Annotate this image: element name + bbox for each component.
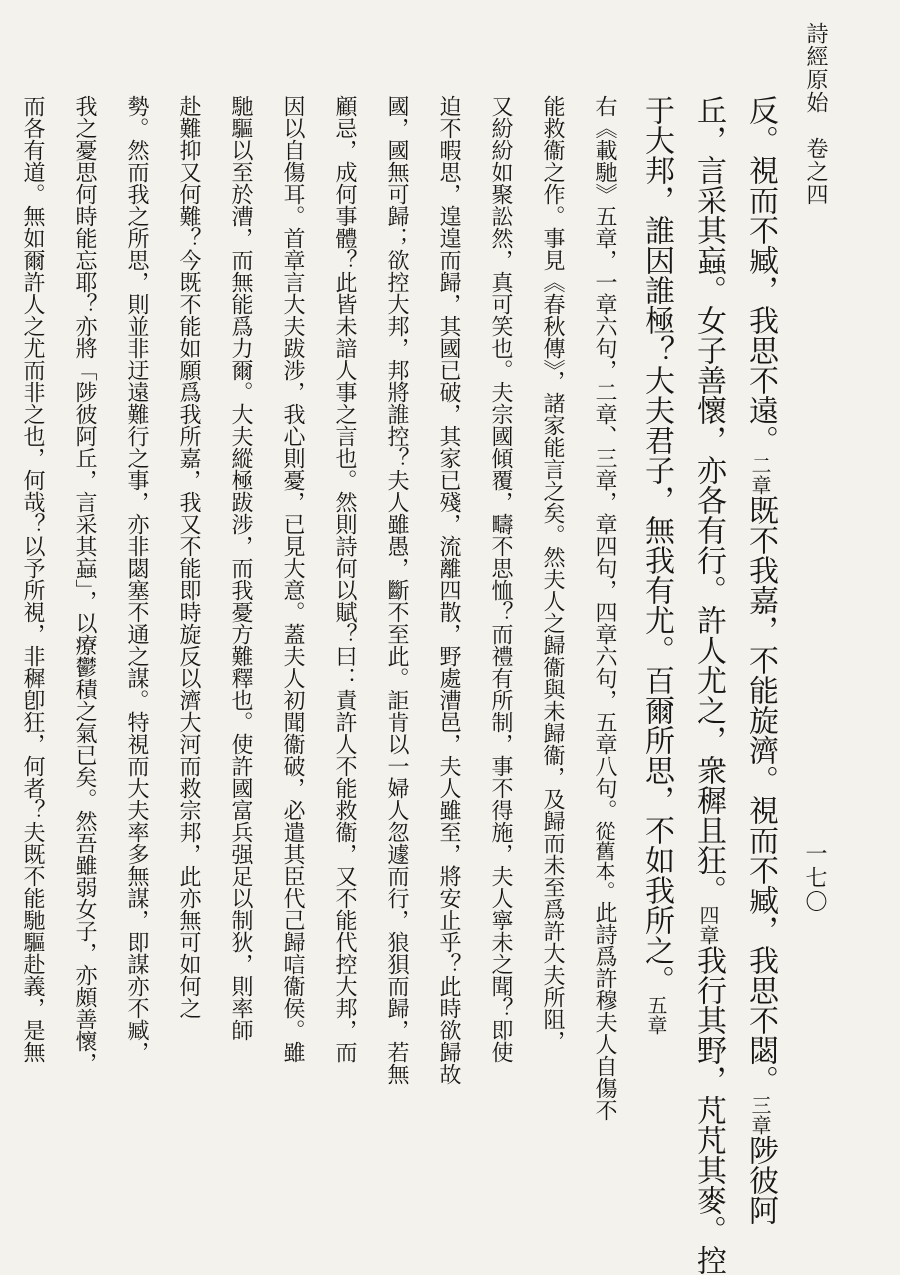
text-segment: 陟彼阿	[743, 1135, 778, 1225]
text-segment: 我之憂思何時能忘耶？亦將「陟彼阿丘，言采其蝱」，以療鬱積之氣已矣。然吾雖弱女子，亦頗善懷，	[72, 95, 97, 1074]
chapter-marker: 四章	[696, 905, 720, 945]
text-column	[162, 95, 214, 1205]
text-segment: 我行其野，芃芃其麥。控	[691, 945, 726, 1275]
text-segment: 能救衞之作。事見《春秋傳》，諸家能言之矣。然夫人之歸衞與未歸衞，及歸而未至爲許大夫所阻，	[540, 95, 565, 1052]
text-column	[422, 95, 474, 1205]
text-column	[318, 95, 370, 1205]
text-column	[58, 95, 110, 1205]
text-column	[682, 95, 734, 1275]
text-column	[474, 95, 526, 1205]
text-column	[110, 95, 162, 1205]
text-column	[370, 95, 422, 1205]
text-column	[0, 95, 6, 1205]
text-segment: 因以自傷耳。首章言大夫跋涉，我心則憂，已見大意。蓋夫人初聞衞破，必遣其臣代己歸唁衞侯。雖	[280, 95, 305, 1063]
text-column	[6, 95, 58, 1205]
chapter-marker: 三章	[748, 1095, 772, 1135]
text-segment: 顧忌，成何事體？此皆未諳人事之言也。然則詩何以賦？曰：責許人不能救衞，又不能代控大邦，而	[332, 95, 357, 1063]
text-segment: 國，國無可歸；欲控大邦，邦將誰控？夫人雖愚，斷不至此。詎肯以一婦人忽遽而行，狼狽而歸，若無	[384, 95, 409, 1085]
chapter-marker: 二章	[748, 455, 772, 495]
chapter-marker: 五章	[644, 995, 668, 1035]
text-segment: 勢。然而我之所思，則並非迂遠難行之事，亦非閟塞不通之謀。特視而大夫率多無謀，即謀亦不臧，	[124, 95, 149, 1063]
body-text	[20, 95, 786, 1275]
text-segment: 而各有道。無如爾許人之尤而非之也，何哉？以予所視，非穉卽狂，何者？夫既不能馳驅赴義，是無	[20, 95, 45, 1063]
text-column	[630, 95, 682, 1205]
chapter-marker: 從舊本。	[592, 821, 616, 901]
text-segment: 此詩爲許穆夫人自傷不	[592, 901, 617, 1121]
text-segment: 又紛紛如聚訟然，真可笑也。夫宗國傾覆，疇不思恤？而禮有所制，事不得施，夫人寧未之聞？即使	[488, 95, 513, 1063]
text-segment: 于大邦，誰因誰極？大夫君子，無我有尤。百爾所思，不如我所之。	[639, 95, 674, 995]
text-segment: 馳驅以至於漕，而無能爲力爾。大夫縱極跋涉，而我憂方難釋也。使許國富兵强足以制狄，則率師	[228, 95, 253, 1041]
text-column	[578, 95, 630, 1205]
text-segment: 丘，言采其蝱。女子善懷，亦各有行。許人尤之，衆穉且狂。	[691, 95, 726, 905]
text-column	[734, 95, 786, 1225]
text-segment: 右《載馳》五章，一章六句，二章、三章，章四句，四章六句，五章八句。	[592, 95, 617, 821]
page-number: 一七〇	[802, 842, 827, 914]
text-segment: 反。視而不臧，我思不遠。	[743, 95, 778, 455]
running-header-title: 詩經原始 卷之四	[803, 22, 828, 206]
text-segment: 迫不暇思，遑遑而歸，其國已破，其家已殘，流離四散，野處漕邑，夫人雖至，將安止乎？此時欲歸故	[436, 95, 461, 1085]
text-segment: 既不我嘉，不能旋濟。視而不臧，我思不閟。	[743, 495, 778, 1095]
text-column	[214, 95, 266, 1205]
text-column	[526, 95, 578, 1205]
text-segment: 赴難抑又何難？今既不能如願爲我所嘉，我又不能即時旋反以濟大河而救宗邦，此亦無可如何之	[176, 95, 201, 1019]
text-column	[266, 95, 318, 1205]
